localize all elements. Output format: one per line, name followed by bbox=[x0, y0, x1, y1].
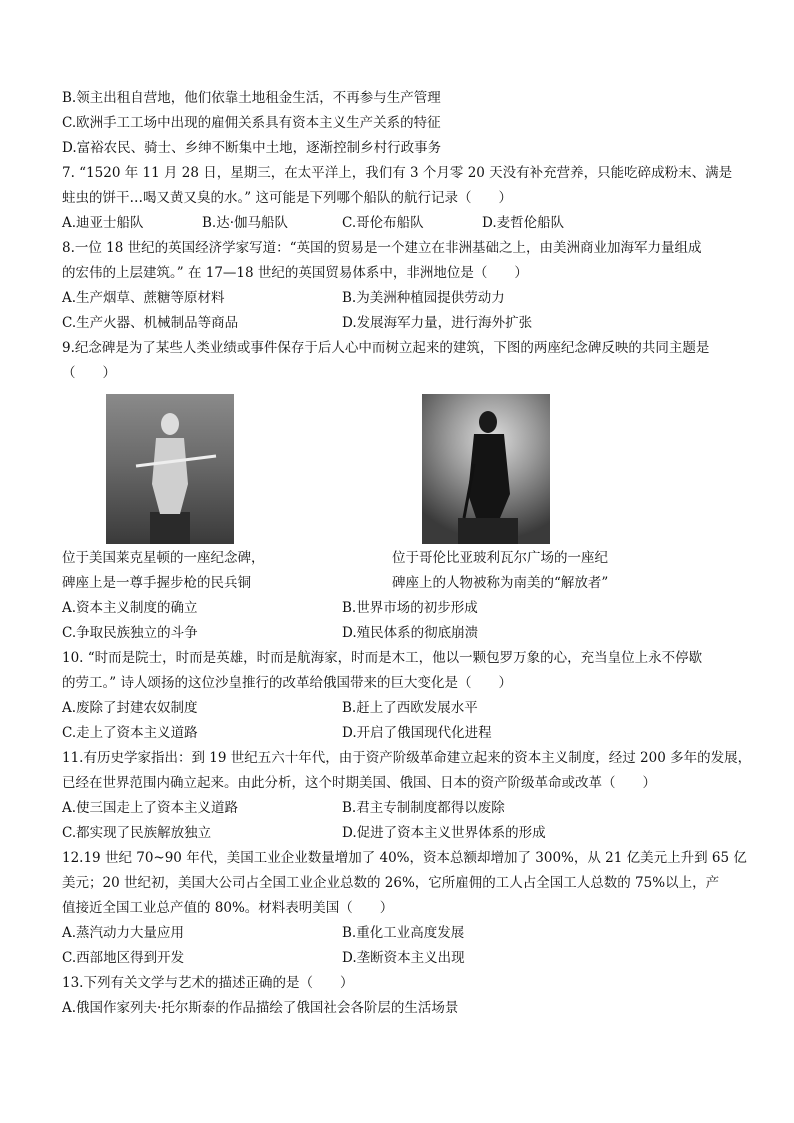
q8-stem-cont: 的宏伟的上层建筑。” 在 17—18 世纪的英国贸易体系中，非洲地位是（ ） bbox=[62, 265, 528, 281]
q8-options-row1 bbox=[62, 286, 742, 311]
q11-option-b: B.君主专制制度都得以废除 bbox=[342, 800, 505, 816]
q9-caption-1: 位于美国莱克星顿的一座纪念碑， bbox=[62, 550, 265, 566]
q13-option-a: A.俄国作家列夫·托尔斯泰的作品描绘了俄国社会各阶层的生活场景 bbox=[62, 1000, 459, 1016]
q10-options-row2 bbox=[62, 721, 742, 746]
q7-stem: 7. “1520 年 11 月 28 日，星期三，在太平洋上，我们有 3 个月零 20 天没有补充营养，只能吃碎成粉末、满是 bbox=[62, 165, 733, 181]
q12-option-d: D.垄断资本主义出现 bbox=[342, 950, 465, 966]
q9-options-row1 bbox=[62, 596, 742, 621]
q8-option-c: C.生产火器、机械制品等商品 bbox=[62, 315, 239, 331]
q11-options-row1 bbox=[62, 796, 742, 821]
q10-option-c: C.走上了资本主义道路 bbox=[62, 725, 198, 741]
q11-stem: 11.有历史学家指出：到 19 世纪五六十年代，由于资产阶级革命建立起来的资本主义制度，经过 200 多年的发展， bbox=[62, 750, 752, 766]
q7-options bbox=[62, 211, 742, 236]
q7-option-a: A.迪亚士船队 bbox=[62, 215, 144, 231]
q9-option-b: B.世界市场的初步形成 bbox=[342, 600, 478, 616]
q7-option-d: D.麦哲伦船队 bbox=[482, 215, 565, 231]
q8-options-row2 bbox=[62, 311, 742, 336]
q12-stem-cont: 美元；20 世纪初，美国大公司占全国工业企业总数的 26%，它所雇佣的工人占全国工人总数的 75%以上，产 bbox=[62, 875, 720, 891]
q9-option-c: C.争取民族独立的斗争 bbox=[62, 625, 198, 641]
exam-page bbox=[62, 86, 752, 1021]
lexington-minuteman-statue-image bbox=[106, 394, 234, 544]
q12-options-row2 bbox=[62, 946, 742, 971]
q12-option-b: B.重化工业高度发展 bbox=[342, 925, 465, 941]
q9-stem: 9.纪念碑是为了某些人类业绩或事件保存于后人心中而树立起来的建筑，下图的两座纪念碑反映的共同主题是 bbox=[62, 340, 710, 356]
q12-options-row1 bbox=[62, 921, 742, 946]
q10-option-a: A.废除了封建农奴制度 bbox=[62, 700, 198, 716]
q11-option-a: A.使三国走上了资本主义道路 bbox=[62, 800, 239, 816]
q9-caption-1-cont: 碑座上是一尊手握步枪的民兵铜 bbox=[62, 575, 251, 591]
q10-option-d: D.开启了俄国现代化进程 bbox=[342, 725, 492, 741]
q8-option-d: D.发展海军力量，进行海外扩张 bbox=[342, 315, 533, 331]
q11-option-c: C.都实现了民族解放独立 bbox=[62, 825, 212, 841]
q12-option-c: C.西部地区得到开发 bbox=[62, 950, 185, 966]
q9-caption-2: 位于哥伦比亚玻利瓦尔广场的一座纪 bbox=[392, 550, 608, 566]
q10-stem-cont: 的劳工。” 诗人颂扬的这位沙皇推行的改革给俄国带来的巨大变化是（ ） bbox=[62, 675, 512, 691]
q9-captions-row1 bbox=[62, 546, 742, 571]
q6-option-d: D.富裕农民、骑士、乡绅不断集中土地，逐渐控制乡村行政事务 bbox=[62, 140, 442, 156]
q10-options-row1 bbox=[62, 696, 742, 721]
q8-stem: 8.一位 18 世纪的英国经济学家写道：“英国的贸易是一个建立在非洲基础之上，由美洲商业加海军力量组成 bbox=[62, 240, 702, 256]
q8-option-b: B.为美洲种植园提供劳动力 bbox=[342, 290, 505, 306]
q6-option-c: C.欧洲手工工场中出现的雇佣关系具有资本主义生产关系的特征 bbox=[62, 115, 441, 131]
q9-stem-cont: （ ） bbox=[62, 365, 116, 381]
q10-stem: 10. “时而是院士，时而是英雄，时而是航海家，时而是木工，他以一颗包罗万象的心，充当皇位上永不停歇 bbox=[62, 650, 703, 666]
q9-captions-row2 bbox=[62, 571, 742, 596]
q10-option-b: B.赶上了西欧发展水平 bbox=[342, 700, 478, 716]
q7-option-b: B.达·伽马船队 bbox=[202, 215, 289, 231]
q9-options-row2 bbox=[62, 621, 742, 646]
q12-stem: 12.19 世纪 70~90 年代，美国工业企业数量增加了 40%，资本总额却增加了 300%，从 21 亿美元上升到 65 亿 bbox=[62, 850, 747, 866]
q9-option-a: A.资本主义制度的确立 bbox=[62, 600, 198, 616]
bolivar-statue-image bbox=[422, 394, 550, 544]
q11-options-row2 bbox=[62, 821, 742, 846]
q12-stem-cont-2: 值接近全国工业总产值的 80%。材料表明美国（ ） bbox=[62, 900, 394, 916]
q11-stem-cont: 已经在世界范围内确立起来。由此分析，这个时期美国、俄国、日本的资产阶级革命或改革（ ） bbox=[62, 775, 656, 791]
q9-photos bbox=[62, 386, 742, 546]
q12-option-a: A.蒸汽动力大量应用 bbox=[62, 925, 185, 941]
q7-stem-cont: 蛀虫的饼干…喝又黄又臭的水。” 这可能是下列哪个船队的航行记录（ ） bbox=[62, 190, 512, 206]
q8-option-a: A.生产烟草、蔗糖等原材料 bbox=[62, 290, 225, 306]
q13-stem: 13.下列有关文学与艺术的描述正确的是（ ） bbox=[62, 975, 354, 991]
q9-caption-2-cont: 碑座上的人物被称为南美的“解放者” bbox=[392, 575, 609, 591]
q7-option-c: C.哥伦布船队 bbox=[342, 215, 424, 231]
q11-option-d: D.促进了资本主义世界体系的形成 bbox=[342, 825, 546, 841]
q6-option-b: B.领主出租自营地，他们依靠土地租金生活，不再参与生产管理 bbox=[62, 90, 441, 106]
q9-option-d: D.殖民体系的彻底崩溃 bbox=[342, 625, 479, 641]
